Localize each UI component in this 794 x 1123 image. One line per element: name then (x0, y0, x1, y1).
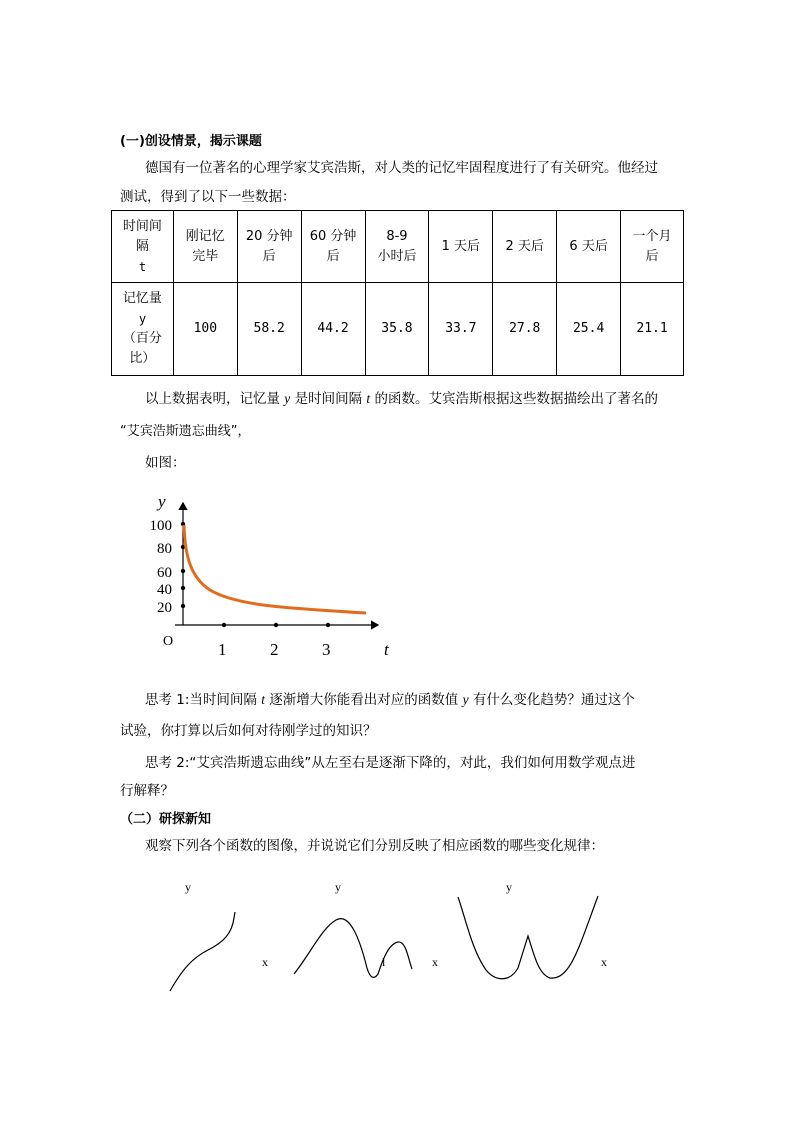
y-ticks (150, 518, 186, 616)
table-cell: 一个月 后 (621, 211, 684, 283)
y-tick-label: 80 (157, 541, 172, 557)
intro-line1: 德国有一位著名的心理学家艾宾浩斯，对人类的记忆牢固程度进行了有关研究。他经过 (145, 160, 658, 176)
table-cell: 27.8 (493, 283, 557, 376)
section1-heading: (一)创设情景，揭示课题 (120, 134, 262, 149)
y-tick-dot (181, 604, 185, 608)
thinking-q2-line2: 行解释？ (120, 783, 174, 799)
table-cell: 1 天后 (429, 211, 493, 283)
intro-line2: 测试，得到了以下一些数据： (120, 189, 296, 205)
table-cell: 44.2 (301, 283, 365, 376)
table-row-time (112, 211, 684, 283)
section2-intro: 观察下列各个函数的图像，并说说它们分别反映了相应函数的哪些变化规律： (145, 838, 604, 854)
thinking-q1-line1: 思考 1:当时间间隔 t 逐渐增大你能看出对应的函数值 y 有什么变化趋势？通过这个 (145, 692, 635, 708)
table-cell: 33.7 (429, 283, 493, 376)
forgetting-curve (184, 525, 366, 613)
graph3-x-label: x (601, 955, 607, 969)
table-cell: 21.1 (621, 283, 684, 376)
after-table-line2: “艾宾浩斯遗忘曲线”， (120, 424, 251, 439)
graph2-curve (294, 919, 412, 978)
table-cell: 20 分钟 后 (237, 211, 301, 283)
x-tick-dot (274, 623, 278, 627)
table-cell: 35.8 (365, 283, 429, 376)
table-cell: 2 天后 (493, 211, 557, 283)
y-tick-dot (181, 569, 185, 573)
memory-data-table (111, 210, 684, 376)
x-tick-label: 2 (270, 640, 279, 659)
function-graphs (160, 870, 620, 1000)
section2-heading: （二）研探新知 (120, 812, 212, 827)
table-row-memory (112, 283, 684, 376)
graph2-x-label: x (432, 955, 438, 969)
after-table-line3: 如图： (145, 455, 186, 471)
x-tick-label: 3 (322, 640, 331, 659)
table-cell: 100 (173, 283, 237, 376)
table-cell: 58.2 (237, 283, 301, 376)
table-header-time: 时间间 隔 t (112, 211, 174, 283)
graph3-curve (458, 896, 598, 979)
y-axis-label: y (158, 492, 166, 511)
y-tick-dot (181, 586, 185, 590)
forgetting-curve-chart (130, 485, 400, 665)
graph1-curve (170, 912, 235, 991)
table-cell: 60 分钟 后 (301, 211, 365, 283)
y-tick-label: 60 (157, 565, 172, 581)
graph2-tick-label: l (382, 955, 386, 969)
x-tick-dot (222, 623, 226, 627)
graph1-y-label: y (185, 880, 191, 894)
y-tick-label: 100 (149, 518, 172, 534)
origin-label: O (163, 634, 174, 649)
table-header-memory: 记忆量 y （百分 比） (112, 283, 174, 376)
table-cell: 8-9 小时后 (365, 211, 429, 283)
thinking-q1-line2: 试验，你打算以后如何对待刚学过的知识？ (120, 723, 377, 739)
table-cell: 刚记忆 完毕 (173, 211, 237, 283)
x-ticks (218, 623, 331, 659)
y-tick-label: 20 (157, 600, 172, 616)
table-cell: 6 天后 (557, 211, 621, 283)
table-cell: 25.4 (557, 283, 621, 376)
graph3-y-label: y (506, 880, 512, 894)
x-axis-label: t (384, 640, 389, 659)
x-tick-label: 1 (218, 640, 227, 659)
y-tick-label: 40 (157, 582, 172, 598)
x-tick-dot (326, 623, 330, 627)
after-table-line1: 以上数据表明，记忆量 y 是时间间隔 t 的函数。艾宾浩斯根据这些数据描绘出了著名的 (145, 391, 658, 407)
graph1-x-label: x (262, 955, 268, 969)
graph2-y-label: y (335, 880, 341, 894)
thinking-q2-line1: 思考 2:“艾宾浩斯遗忘曲线”从左至右是逐渐下降的，对此，我们如何用数学观点进 (145, 755, 636, 771)
